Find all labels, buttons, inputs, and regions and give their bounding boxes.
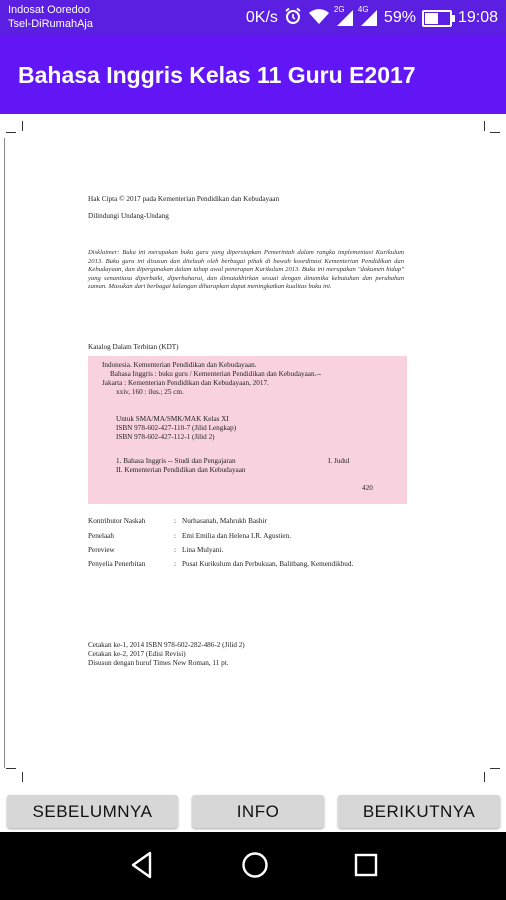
battery-percent: 59% — [383, 9, 416, 26]
catalog-line: Bahasa Inggris : buku guru / Kementerian Pendidikan dan Kebudayaan.-- — [110, 370, 322, 378]
catalog-line: ISBN 978-602-427-110-7 (Jilid Lengkap) — [116, 424, 237, 432]
back-icon[interactable] — [128, 850, 156, 885]
disclaimer-text: Disklaimer: Buku ini merupakan buku guru yang dipersiapkan Pemerintah dalam rangka implementasi Kurikulum 2013. Buku guru ini disusun dan ditelaah oleh berbagai pihak di bawah koordinasi Kementerian Pendidikan dan Kebudayaan, dan dipergunakan dalam tahap awal penerapan Kurikulum 2013. Buku ini merupakan "dokumen hidup" yang senantiasa diperbaiki, diperbaharui, dan dimutakhirkan sesuai dengan dinamika kebutuhan dan perubahan zaman. Masukan dari berbagai kalangan diharapkan dapat meningkatkan kualitas buku ini. — [88, 249, 404, 291]
signal-icon: 2G — [336, 9, 354, 27]
catalog-line: ISBN 978-602-427-112-1 (Jilid 2) — [116, 433, 215, 441]
crop-mark — [484, 121, 485, 131]
carrier-info — [8, 3, 93, 31]
network-speed: 0K/s — [245, 9, 278, 26]
alarm-icon — [284, 7, 302, 30]
info-button[interactable]: INFO — [192, 795, 324, 828]
home-icon[interactable] — [240, 850, 270, 885]
battery-icon — [422, 10, 452, 27]
catalog-line: Indonesia. Kementerian Pendidikan dan Kebudayaan. — [102, 361, 257, 369]
catalog-line: I. Judul — [328, 457, 350, 465]
wifi-icon — [308, 7, 330, 30]
copyright-text: Hak Cipta © 2017 pada Kementerian Pendidikan dan Kebudayaan — [88, 195, 280, 203]
catalog-line: II. Kementerian Pendidikan dan Kebudayaan — [116, 466, 246, 474]
signal-icon-2: 4G — [360, 9, 378, 27]
system-nav-bar — [0, 832, 506, 900]
crop-mark — [6, 132, 16, 133]
kdt-title: Katalog Dalam Terbitan (KDT) — [88, 343, 179, 351]
crop-mark — [490, 132, 500, 133]
clock: 19:08 — [457, 9, 498, 26]
catalog-number: 420 — [362, 484, 373, 492]
carrier-name-1: Indosat Ooredoo — [8, 4, 90, 16]
print-info — [88, 641, 245, 668]
carrier-name-2: Tsel-DiRumahAja — [8, 18, 93, 30]
next-button[interactable]: BERIKUTNYA — [338, 795, 500, 828]
navigation-buttons — [0, 790, 506, 832]
app-title: Bahasa Inggris Kelas 11 Guru E2017 — [18, 62, 416, 88]
page-edge — [4, 138, 5, 768]
status-bar — [0, 0, 506, 36]
status-icons — [246, 6, 498, 30]
catalog-box — [88, 356, 407, 504]
typeface-line: Disusun dengan huruf Times New Roman, 11 pt. — [88, 659, 229, 667]
crop-mark — [490, 768, 500, 769]
catalog-line: xxiv, 160 : ilus.; 25 cm. — [116, 388, 184, 396]
crop-mark — [6, 768, 16, 769]
crop-mark — [484, 772, 485, 782]
print-line: Cetakan ke-1, 2014 ISBN 978-602-282-486-2 (Jilid 2) — [88, 641, 245, 649]
catalog-line: Untuk SMA/MA/SMK/MAK Kelas XI — [116, 415, 229, 423]
catalog-line: 1. Bahasa Inggris -- Studi dan Pengajaran — [116, 457, 236, 465]
app-bar — [0, 36, 506, 114]
previous-button[interactable]: SEBELUMNYA — [7, 795, 178, 828]
protected-text: Dilindungi Undang-Undang — [88, 212, 169, 220]
crop-mark — [22, 121, 23, 131]
crop-mark — [22, 772, 23, 782]
recents-icon[interactable] — [352, 850, 380, 885]
catalog-line: Jakarta : Kementerian Pendidikan dan Kebudayaan, 2017. — [102, 379, 269, 387]
print-line: Cetakan ke-2, 2017 (Edisi Revisi) — [88, 650, 186, 658]
